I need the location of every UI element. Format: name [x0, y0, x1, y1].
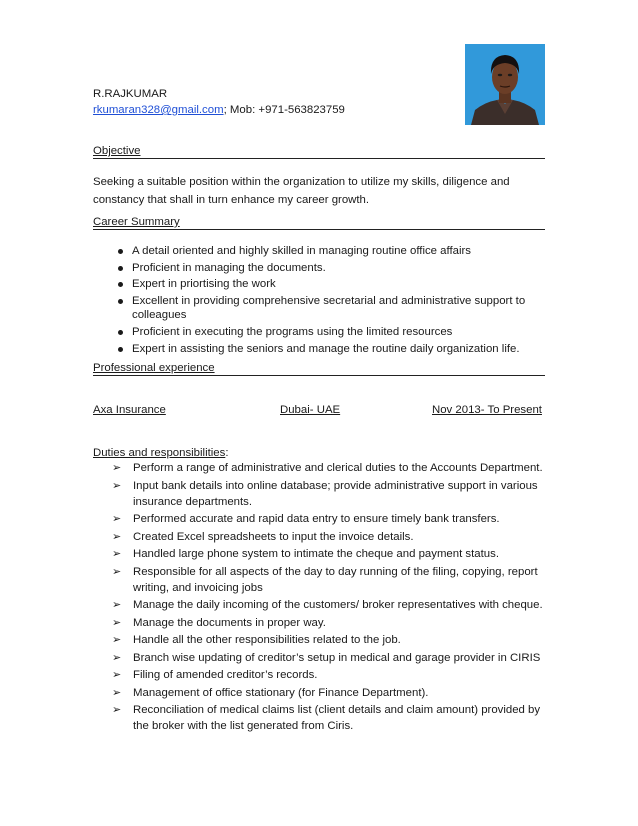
arrow-bullet-icon: ➢: [112, 669, 122, 681]
arrow-bullet-icon: ➢: [112, 704, 122, 716]
arrow-bullet-icon: ➢: [112, 479, 122, 492]
duty-item: [112, 667, 544, 683]
email-link[interactable]: rkumaran328@gmail.com: [93, 104, 224, 116]
duty-text: Perform a range of administrative and clerical duties to the Accounts Department.: [133, 462, 543, 474]
duties-list: [112, 460, 544, 736]
duty-text: Manage the daily incoming of the customers/ broker representatives with cheque.: [133, 599, 543, 611]
career-summary-item: Proficient in managing the documents.: [93, 261, 533, 276]
arrow-bullet-icon: ➢: [112, 686, 122, 699]
duty-item: [112, 632, 544, 648]
duty-item: [112, 546, 544, 562]
arrow-bullet-icon: ➢: [112, 599, 122, 611]
job-location: Dubai- UAE: [280, 404, 341, 416]
duty-item: [112, 685, 544, 701]
career-summary-item: Expert in assisting the seniors and manage the routine daily organization life.: [93, 342, 533, 357]
duty-item: [112, 597, 544, 613]
duties-heading: Duties and responsibilities:: [93, 447, 229, 459]
career-summary-item: Expert in priortising the work: [93, 277, 533, 292]
career-summary-list: [93, 244, 533, 358]
duty-text: Branch wise updating of creditor’s setup in medical and garage provider in CIRIS: [133, 651, 541, 664]
duty-text: Handled large phone system to intimate the cheque and payment status.: [133, 548, 499, 560]
arrow-bullet-icon: ➢: [112, 548, 122, 560]
arrow-bullet-icon: ➢: [112, 565, 122, 578]
duty-text: Handle all the other responsibilities related to the job.: [133, 634, 401, 646]
duty-text: Performed accurate and rapid data entry to ensure timely bank transfers.: [133, 513, 500, 525]
arrow-bullet-icon: ➢: [112, 462, 122, 474]
duty-text: Created Excel spreadsheets to input the invoice details.: [133, 530, 414, 543]
professional-experience-heading: Professional experience: [93, 362, 545, 376]
company-name: Axa Insurance: [93, 404, 166, 416]
duty-item: [112, 529, 544, 545]
duty-text: Manage the documents in proper way.: [133, 616, 326, 629]
duty-item: [112, 702, 544, 734]
career-summary-heading: Career Summary: [93, 216, 545, 230]
profile-photo: [465, 44, 545, 125]
duty-text: Responsible for all aspects of the day to day running of the filing, copying, report writing, and invoicing jobs: [133, 565, 538, 594]
career-summary-item: A detail oriented and highly skilled in managing routine office affairs: [93, 244, 533, 259]
duty-text: Management of office stationary (for Finance Department).: [133, 686, 429, 699]
duty-text: Input bank details into online database; provide administrative support in various insurance departments.: [133, 479, 538, 508]
duty-text: Filing of amended creditor’s records.: [133, 669, 318, 681]
job-period: Nov 2013- To Present: [432, 404, 542, 416]
arrow-bullet-icon: ➢: [112, 634, 122, 646]
arrow-bullet-icon: ➢: [112, 651, 122, 664]
objective-heading: Objective: [93, 145, 545, 159]
duty-text: Reconciliation of medical claims list (client details and claim amount) provided by the broker with the list generated from Ciris.: [133, 704, 541, 732]
duty-item: [112, 564, 544, 596]
career-summary-item: Excellent in providing comprehensive secretarial and administrative support to colleagues: [93, 294, 533, 323]
duty-item: [112, 511, 544, 527]
duty-item: [112, 478, 544, 510]
objective-text: Seeking a suitable position within the organization to utilize my skills, diligence and constancy that shall in turn enhance my career growth.: [93, 176, 510, 206]
arrow-bullet-icon: ➢: [112, 530, 122, 543]
mobile-text: ; Mob: +971-563823759: [223, 104, 345, 116]
duty-item: [112, 460, 544, 476]
duty-item: [112, 650, 544, 666]
contact-line: [93, 103, 345, 117]
career-summary-item: Proficient in executing the programs using the limited resources: [93, 325, 533, 340]
candidate-name: R.RAJKUMAR: [93, 88, 168, 100]
duty-item: [112, 615, 544, 631]
arrow-bullet-icon: ➢: [112, 513, 122, 525]
arrow-bullet-icon: ➢: [112, 616, 122, 629]
